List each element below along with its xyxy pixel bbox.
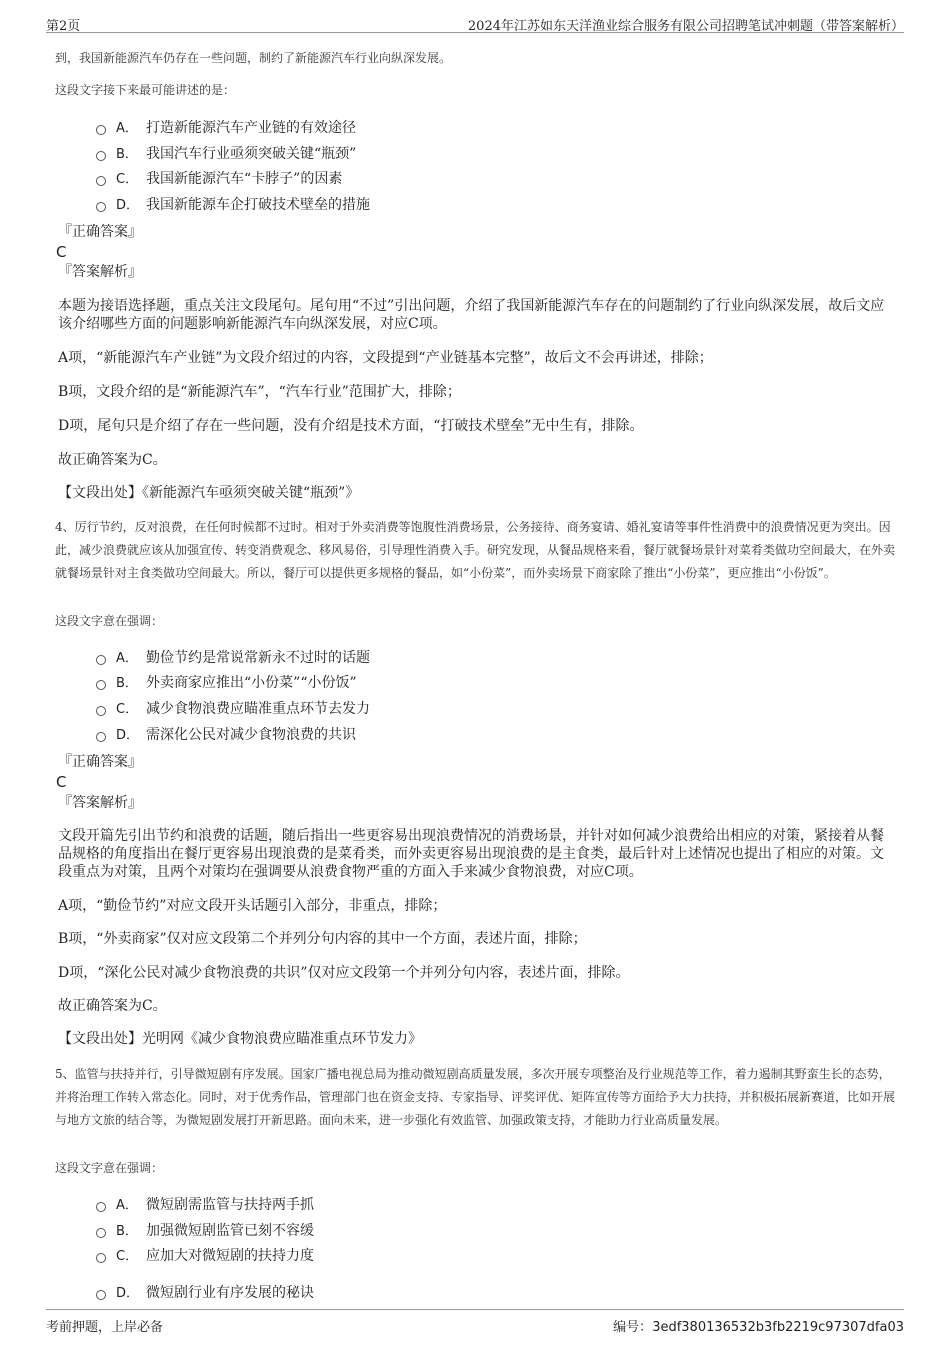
q5-prompt: 这段文字意在强调： [55,1161,164,1175]
radio-icon[interactable] [96,1228,106,1238]
option-text: 我国新能源汽车“卡脖子”的因素 [146,171,343,187]
q3-answer: C [56,243,67,261]
q4-option-a[interactable]: A． 勤俭节约是常说常新永不过时的话题 [96,647,370,669]
page-footer [46,1309,904,1336]
q4-option-d[interactable]: D． 需深化公民对减少食物浪费的共识 [96,724,356,746]
document-title: 2024年江苏如东天洋渔业综合服务有限公司招聘笔试冲刺题（带答案解析） [467,19,904,34]
footer-slogan: 考前押题，上岸必备 [46,1320,164,1335]
q4-analysis-b: B项，“外卖商家”仅对应文段第二个并列分句内容的其中一个方面，表述片面，排除； [58,931,587,947]
q4-analysis-label: 『答案解析』 [58,795,142,811]
page-header [46,12,904,33]
q4-conclusion: 故正确答案为C。 [58,998,167,1014]
q4-option-c[interactable]: C． 减少食物浪费应瞄准重点环节去发力 [96,698,370,720]
q3-answer-label: 『正确答案』 [58,224,142,240]
radio-icon[interactable] [96,125,106,135]
q5-option-d[interactable]: D． 微短剧行业有序发展的秘诀 [96,1282,314,1304]
q4-analysis-a: A项，“勤俭节约”对应文段开头话题引入部分，非重点，排除； [58,898,447,914]
option-text: 我国新能源车企打破技术壁垒的措施 [146,197,370,213]
q3-option-a[interactable]: A． 打造新能源汽车产业链的有效途径 [96,117,356,139]
q5-stem: 5、监管与扶持并行，引导微短剧有序发展。国家广播电视总局为推动微短剧高质量发展，多次开展专项整治及行业规范等工作，着力遏制其野蛮生长的态势，并将治理工作转入常态化。同时，对于优秀作品，管理部门也在资金支持、专家指导、评奖评优、矩阵宣传等方面给予大力扶持，并积极拓展新赛道，比如开展与地方文旅的结合等，为微短剧发展打开新思路。面向未来，进一步强化有效监管、加强政策支持，才能助力行业高质量发展。 [55,1067,896,1127]
q5-option-a[interactable]: A． 微短剧需监管与扶持两手抓 [96,1194,314,1216]
q4-prompt: 这段文字意在强调： [55,614,164,628]
option-text: 微短剧行业有序发展的秘诀 [146,1285,314,1301]
option-text: 减少食物浪费应瞄准重点环节去发力 [146,701,370,717]
q3-stem-tail: 到，我国新能源汽车仍存在一些问题，制约了新能源汽车行业向纵深发展。 [55,51,452,65]
radio-icon[interactable] [96,1290,106,1300]
q3-analysis-summary: 本题为接语选择题，重点关注文段尾句。尾句用“不过”引出问题，介绍了我国新能源汽车存在的问题制约了行业向纵深发展，故后文应该介绍哪些方面的问题影响新能源汽车向纵深发展，对应C项。 [58,298,885,332]
option-text: 打造新能源汽车产业链的有效途径 [146,120,356,136]
option-text: 微短剧需监管与扶持两手抓 [146,1197,314,1213]
radio-icon[interactable] [96,732,106,742]
q4-stem: 4、厉行节约，反对浪费，在任何时候都不过时。相对于外卖消费等饱腹性消费场景，公务接待、商务宴请、婚礼宴请等事件性消费中的浪费情况更为突出。因此，减少浪费就应该从加强宣传、转变消费观念、移风易俗，引导理性消费入手。研究发现，从餐品规格来看，餐厅就餐场景针对菜肴类做功空间最大，在外卖就餐场景针对主食类做功空间最大。所以，餐厅可以提供更多规格的餐品，如“小份菜”，而外卖场景下商家除了推出“小份菜”，更应推出“小份饭”。 [55,520,896,580]
q4-analysis-summary: 文段开篇先引出节约和浪费的话题，随后指出一些更容易出现浪费情况的消费场景，并针对如何减少浪费给出相应的对策，紧接着从餐品规格的角度指出在餐厅更容易出现浪费的是菜肴类，而外卖更容易出现浪费的是主食类，最后针对上述情况也提出了相应的对策。文段重点为对策，且两个对策均在强调要从浪费食物严重的方面入手来减少食物浪费，对应C项。 [58,828,884,880]
radio-icon[interactable] [96,680,106,690]
radio-icon[interactable] [96,706,106,716]
radio-icon[interactable] [96,1202,106,1212]
radio-icon[interactable] [96,151,106,161]
q5-option-c[interactable]: C． 应加大对微短剧的扶持力度 [96,1245,314,1267]
q3-analysis-a: A项，“新能源汽车产业链”为文段介绍过的内容，文段提到“产业链基本完整”，故后文不会再讲述，排除； [58,350,713,366]
option-text: 应加大对微短剧的扶持力度 [146,1248,314,1264]
radio-icon[interactable] [96,1253,106,1263]
q5-option-b[interactable]: B． 加强微短剧监管已刻不容缓 [96,1220,314,1242]
page-number: 第2页 [46,19,81,34]
q3-analysis-label: 『答案解析』 [58,264,142,280]
option-text: 加强微短剧监管已刻不容缓 [146,1223,314,1239]
option-text: 我国汽车行业亟须突破关键“瓶颈” [146,146,357,162]
document-code: 编号：3edf380136532b3fb2219c97307dfa03 [613,1320,904,1335]
radio-icon[interactable] [96,176,106,186]
option-text: 需深化公民对减少食物浪费的共识 [146,727,356,743]
q3-analysis-b: B项，文段介绍的是“新能源汽车”，“汽车行业”范围扩大，排除； [58,384,461,400]
q3-option-c[interactable]: C． 我国新能源汽车“卡脖子”的因素 [96,168,342,190]
q4-answer: C [56,773,67,791]
q3-analysis-d: D项，尾句只是介绍了存在一些问题，没有介绍是技术方面，“打破技术壁垒”无中生有，排除。 [58,418,644,434]
radio-icon[interactable] [96,202,106,212]
q3-option-b[interactable]: B． 我国汽车行业亟须突破关键“瓶颈” [96,143,356,165]
q3-source: 【文段出处】《新能源汽车亟须突破关键“瓶颈”》 [58,485,360,501]
q4-source: 【文段出处】光明网《减少食物浪费应瞄准重点环节发力》 [58,1031,422,1047]
q4-option-b[interactable]: B． 外卖商家应推出“小份菜”“小份饭” [96,672,357,694]
code-value: 3edf380136532b3fb2219c97307dfa03 [652,1320,904,1335]
q4-analysis-d: D项，“深化公民对减少食物浪费的共识”仅对应文段第一个并列分句内容，表述片面，排除。 [58,965,630,981]
option-text: 外卖商家应推出“小份菜”“小份饭” [146,675,357,691]
q4-answer-label: 『正确答案』 [58,754,142,770]
q3-conclusion: 故正确答案为C。 [58,452,167,468]
radio-icon[interactable] [96,655,106,665]
q3-option-d[interactable]: D． 我国新能源车企打破技术壁垒的措施 [96,194,370,216]
option-text: 勤俭节约是常说常新永不过时的话题 [146,650,370,666]
q3-prompt: 这段文字接下来最可能讲述的是： [55,83,236,97]
